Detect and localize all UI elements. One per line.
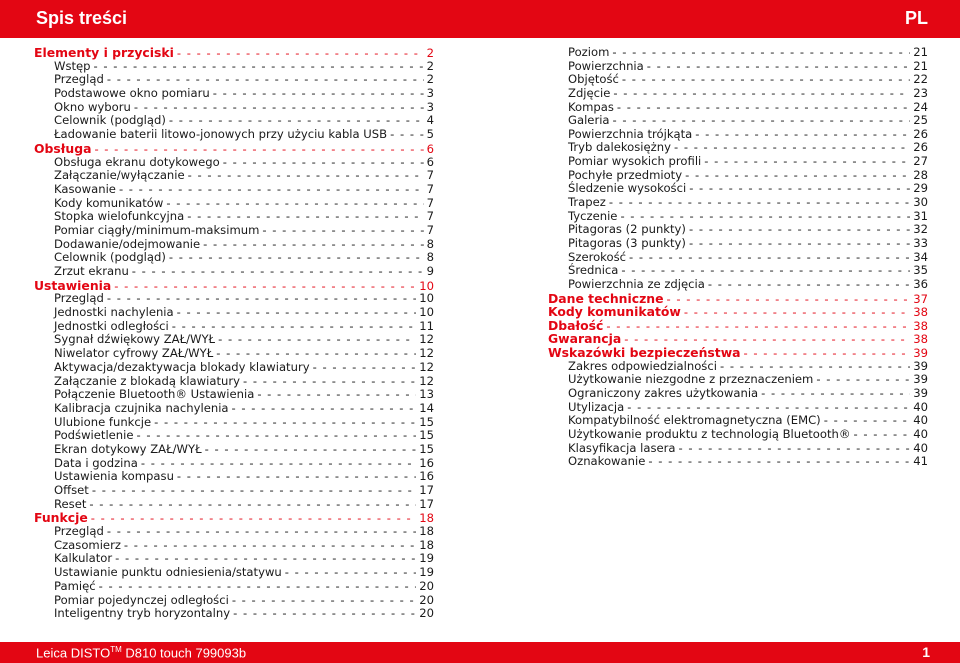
dot-leader (91, 512, 417, 526)
toc-page-number: 7 (426, 168, 434, 183)
dot-leader (107, 73, 424, 87)
toc-entry-title: Zakres odpowiedzialności (568, 358, 717, 373)
dot-leader (704, 155, 910, 169)
toc-page-number: 15 (419, 441, 434, 456)
toc-page-number: 25 (913, 113, 928, 128)
toc-entry-title: Przegląd (54, 72, 104, 87)
dot-leader (679, 442, 911, 456)
toc-entry-link[interactable] (34, 114, 434, 128)
toc-entry-link[interactable] (548, 46, 928, 60)
toc-entry-link[interactable] (548, 264, 928, 278)
toc-entry-title: Ładowanie baterii litowo-jonowych przy użyciu kabla USB (54, 127, 388, 142)
page-number: 1 (922, 644, 930, 660)
toc-entry-link[interactable] (34, 361, 434, 375)
toc-entry-title: Dane techniczne (548, 290, 664, 306)
toc-page-number: 27 (913, 154, 928, 169)
dot-leader (232, 402, 417, 416)
toc-entry-link[interactable] (548, 387, 928, 401)
toc-page-number: 19 (419, 551, 434, 566)
toc-entry-title: Powierzchnia ze zdjęcia (568, 276, 705, 291)
toc-entry-link[interactable] (34, 265, 434, 279)
toc-page-number: 40 (913, 399, 928, 414)
toc-page-number: 32 (913, 222, 928, 237)
toc-page-number: 10 (419, 305, 434, 320)
toc-page-number: 19 (419, 565, 434, 580)
toc-entry-link[interactable] (34, 580, 434, 594)
toc-page-number: 26 (913, 140, 928, 155)
dot-leader (177, 47, 424, 61)
toc-entry-link[interactable] (548, 428, 928, 442)
dot-leader (169, 114, 424, 128)
toc-section-link[interactable] (548, 305, 928, 319)
toc-page-number: 40 (913, 440, 928, 455)
toc-entry-link[interactable] (34, 169, 434, 183)
dot-leader (172, 320, 416, 334)
toc-page-number: 18 (419, 537, 434, 552)
toc-entry-link[interactable] (34, 224, 434, 238)
dot-leader (119, 183, 424, 197)
dot-leader (166, 197, 423, 211)
dot-leader (613, 87, 910, 101)
toc-entry-title: Sygnał dźwiękowy ZAŁ/WYŁ (54, 332, 216, 347)
toc-section-link[interactable] (548, 319, 928, 333)
dot-leader (647, 60, 910, 74)
toc-page-number: 31 (913, 208, 928, 223)
toc-entry-link[interactable] (548, 73, 928, 87)
dot-leader (169, 251, 424, 265)
toc-entry-link[interactable] (34, 238, 434, 252)
toc-page-number: 10 (419, 278, 434, 293)
toc-entry-title: Pamięć (54, 578, 96, 593)
dot-leader (313, 361, 417, 375)
toc-entry-link[interactable] (34, 484, 434, 498)
toc-entry-link[interactable] (34, 292, 434, 306)
toc-entry-link[interactable] (34, 429, 434, 443)
dot-leader (648, 455, 910, 469)
toc-entry-link[interactable] (548, 401, 928, 415)
toc-section-link[interactable] (548, 332, 928, 346)
toc-page-number: 37 (913, 291, 928, 306)
toc-entry-link[interactable] (548, 141, 928, 155)
toc-entry-title: Elementy i przyciski (34, 45, 174, 60)
toc-page-number: 16 (419, 455, 434, 470)
dot-leader (667, 293, 911, 307)
toc-page-number: 18 (419, 511, 434, 526)
dot-leader (115, 552, 416, 566)
toc-entry-title: Jednostki nachylenia (54, 305, 174, 320)
toc-entry-title: Powierzchnia (568, 58, 644, 73)
toc-page-number: 5 (426, 127, 434, 142)
dot-leader (213, 87, 424, 101)
dot-leader (232, 594, 416, 608)
toc-section-link[interactable] (34, 511, 434, 525)
toc-page-number: 7 (426, 181, 434, 196)
toc-page-number: 39 (913, 346, 928, 361)
toc-page-number: 17 (419, 496, 434, 511)
toc-page-number: 29 (913, 181, 928, 196)
toc-page-number: 15 (419, 414, 434, 429)
toc-entry-title: Inteligentny tryb horyzontalny (54, 606, 231, 621)
toc-entry-title: Funkcje (34, 510, 88, 526)
page-header (0, 0, 960, 38)
toc-page-number: 22 (913, 72, 928, 87)
toc-entry-title: Ustawienia (34, 277, 112, 293)
toc-entry-link[interactable] (34, 525, 434, 539)
toc-entry-link[interactable] (548, 414, 928, 428)
toc-entry-title: Szerokość (568, 249, 626, 264)
dot-leader (689, 182, 910, 196)
toc-entry-title: Celownik (podgląd) (54, 250, 166, 265)
page-title: Spis treści (36, 8, 128, 28)
toc-entry-title: Dodawanie/odejmowanie (54, 236, 201, 251)
dot-leader (107, 292, 416, 306)
dot-leader (92, 484, 416, 498)
toc-entry-title: Ekran dotykowy ZAŁ/WYŁ (54, 441, 202, 456)
toc-entry-title: Przegląd (54, 524, 104, 539)
toc-page-number: 3 (426, 99, 434, 114)
toc-entry-link[interactable] (34, 183, 434, 197)
toc-entry-title: Okno wyboru (54, 99, 131, 114)
dot-leader (203, 238, 423, 252)
toc-entry-link[interactable] (34, 552, 434, 566)
dot-leader (94, 60, 424, 74)
toc-entry-title: Niwelator cyfrowy ZAŁ/WYŁ (54, 346, 214, 361)
product-name (36, 645, 246, 660)
toc-entry-link[interactable] (548, 442, 928, 456)
dot-leader (689, 237, 910, 251)
toc-entry-title: Kody komunikatów (548, 304, 681, 320)
toc-entry-title: Pitagoras (2 punkty) (568, 222, 686, 237)
toc-page-number: 2 (426, 72, 434, 87)
toc-page-number: 35 (913, 263, 928, 278)
toc-entry-title: Zrzut ekranu (54, 264, 129, 278)
dot-leader (134, 101, 424, 115)
toc-entry-link[interactable] (548, 278, 928, 292)
toc-entry-link[interactable] (548, 210, 928, 224)
dot-leader (216, 347, 416, 361)
toc-entry-title: Poziom (568, 45, 610, 59)
toc-page-number: 2 (426, 58, 434, 73)
toc-page-number: 38 (913, 318, 928, 333)
dot-leader (141, 457, 416, 471)
toc-entry-link[interactable] (548, 455, 928, 469)
toc-page-number: 30 (913, 195, 928, 210)
toc-entry-link[interactable] (548, 128, 928, 142)
toc-entry-title: Kalkulator (54, 551, 113, 566)
dot-leader (689, 223, 910, 237)
toc-page-number: 34 (913, 249, 928, 264)
toc-page-number: 40 (913, 426, 928, 441)
toc-page-number: 26 (913, 126, 928, 141)
toc-entry-link[interactable] (34, 347, 434, 361)
toc-section-link[interactable] (34, 142, 434, 156)
toc-entry-title: Obsługa (34, 140, 92, 156)
toc-entry-link[interactable] (34, 416, 434, 430)
toc-page-number: 20 (419, 592, 434, 607)
toc-page-number: 20 (419, 606, 434, 621)
toc-section-link[interactable] (548, 346, 928, 360)
toc-page-number: 16 (419, 469, 434, 484)
toc-page-number: 6 (426, 141, 434, 156)
toc-entry-title: Trapez (568, 195, 606, 210)
toc-page-number: 7 (426, 195, 434, 210)
toc-page-number: 12 (419, 346, 434, 361)
dot-leader (612, 46, 910, 60)
toc-entry-title: Aktywacja/dezaktywacja blokady klawiatury (54, 359, 310, 374)
toc-entry-title: Śledzenie wysokości (568, 181, 687, 196)
toc-entry-link[interactable] (548, 223, 928, 237)
toc-entry-link[interactable] (548, 237, 928, 251)
toc-entry-title: Pomiar ciągły/minimum-maksimum (54, 222, 260, 237)
toc-entry-title: Kompatybilność elektromagnetyczna (EMC) (568, 413, 821, 428)
dot-leader (99, 580, 417, 594)
dot-leader (137, 429, 417, 443)
toc-entry-link[interactable] (34, 388, 434, 402)
toc-entry-link[interactable] (548, 360, 928, 374)
toc-page-number: 6 (426, 154, 434, 169)
toc-page-number: 2 (426, 46, 434, 60)
toc-entry-title: Podstawowe okno pomiaru (54, 86, 210, 101)
toc-entry-title: Data i godzina (54, 455, 138, 470)
toc-entry-title: Tryb dalekosiężny (568, 140, 671, 155)
dot-leader (188, 169, 424, 183)
toc-section-link[interactable] (548, 292, 928, 306)
dot-leader (627, 401, 910, 415)
toc-entry-title: Objętość (568, 72, 619, 87)
dot-leader (262, 224, 423, 238)
toc-page-number: 4 (426, 113, 434, 128)
dot-leader (744, 347, 911, 361)
dot-leader (620, 210, 910, 224)
toc-entry-title: Zdjęcie (568, 85, 611, 100)
toc-entry-title: Pomiar wysokich profili (568, 154, 702, 169)
toc-page-number: 15 (419, 428, 434, 443)
toc-page-number: 23 (913, 85, 928, 100)
toc-entry-title: Użytkowanie niezgodne z przeznaczeniem (568, 372, 814, 387)
dot-leader (132, 265, 424, 279)
dot-leader (89, 498, 416, 512)
toc-page-number: 20 (419, 578, 434, 593)
toc-section-link[interactable] (34, 46, 434, 60)
toc-entry-title: Klasyfikacja lasera (568, 440, 676, 455)
toc-entry-title: Kalibracja czujnika nachylenia (54, 400, 229, 415)
toc-entry-title: Średnica (568, 263, 619, 278)
dot-leader (154, 416, 416, 430)
toc-page-number: 38 (913, 332, 928, 347)
toc-entry-link[interactable] (34, 60, 434, 74)
toc-page-number: 21 (913, 58, 928, 73)
toc-page-number: 39 (913, 386, 928, 401)
dot-leader (824, 414, 911, 428)
toc-entry-link[interactable] (548, 196, 928, 210)
dot-leader (685, 169, 910, 183)
toc-entry-link[interactable] (548, 114, 928, 128)
dot-leader (124, 539, 416, 553)
product-brand: Leica DISTO (36, 645, 111, 661)
dot-leader (107, 525, 416, 539)
toc-page-number: 7 (426, 209, 434, 224)
dot-leader (177, 306, 417, 320)
toc-entry-title: Kompas (568, 99, 614, 114)
dot-leader (761, 387, 910, 401)
toc-page-number: 38 (913, 305, 928, 320)
toc-entry-link[interactable] (34, 320, 434, 334)
toc-entry-link[interactable] (34, 539, 434, 553)
toc-entry-title: Wstęp (54, 58, 91, 73)
toc-left-column (34, 46, 434, 621)
toc-right-column (548, 46, 928, 469)
toc-entry-link[interactable] (34, 443, 434, 457)
dot-leader (285, 566, 416, 580)
toc-entry-title: Oznakowanie (568, 454, 646, 469)
toc-page-number: 18 (419, 524, 434, 539)
toc-entry-title: Stopka wielofunkcyjna (54, 209, 185, 224)
toc-entry-link[interactable] (34, 197, 434, 211)
dot-leader (674, 141, 910, 155)
toc-entry-link[interactable] (548, 60, 928, 74)
toc-entry-title: Połączenie Bluetooth® Ustawienia (54, 387, 255, 402)
toc-entry-link[interactable] (34, 375, 434, 389)
toc-entry-title: Pomiar pojedynczej odległości (54, 592, 229, 607)
dot-leader (720, 360, 910, 374)
toc-entry-title: Wskazówki bezpieczeństwa (548, 345, 741, 361)
toc-entry-link[interactable] (34, 457, 434, 471)
toc-page-number: 39 (913, 358, 928, 373)
toc-entry-link[interactable] (34, 594, 434, 608)
toc-page-number: 40 (913, 413, 928, 428)
toc-entry-title: Kasowanie (54, 181, 116, 196)
toc-page-number: 17 (419, 483, 434, 497)
dot-leader (233, 607, 416, 621)
dot-leader (617, 101, 910, 115)
toc-page-number: 41 (913, 454, 928, 469)
toc-page-number: 12 (419, 359, 434, 374)
toc-page-number: 24 (913, 99, 928, 114)
toc-entry-link[interactable] (34, 128, 434, 142)
dot-leader (695, 128, 910, 142)
toc-entry-title: Gwarancja (548, 331, 622, 347)
toc-entry-title: Załączanie z blokadą klawiatury (54, 373, 240, 388)
toc-entry-link[interactable] (548, 182, 928, 196)
toc-entry-title: Reset (54, 496, 87, 511)
toc-entry-link[interactable] (34, 306, 434, 320)
toc-entry-link[interactable] (548, 155, 928, 169)
toc-entry-title: Celownik (podgląd) (54, 113, 166, 128)
language-code: PL (904, 8, 928, 28)
toc-page-number: 11 (419, 318, 434, 333)
dot-leader (816, 373, 910, 387)
toc-page-number: 36 (913, 276, 928, 291)
toc-entry-title: Pitagoras (3 punkty) (568, 235, 686, 250)
toc-page-number: 7 (426, 222, 434, 237)
page-footer (0, 642, 960, 663)
toc-page-number: 12 (419, 373, 434, 388)
toc-entry-title: Ograniczony zakres użytkowania (568, 386, 759, 401)
dot-leader (390, 128, 423, 142)
toc-page-number: 14 (419, 400, 434, 415)
toc-entry-title: Podświetlenie (54, 428, 134, 443)
toc-entry-link[interactable] (34, 402, 434, 416)
toc-entry-title: Pochyłe przedmioty (568, 167, 683, 182)
toc-entry-link[interactable] (34, 470, 434, 484)
dot-leader (218, 333, 416, 347)
toc-page-number: 28 (913, 167, 928, 182)
toc-page-number: 8 (426, 236, 434, 251)
toc-entry-link[interactable] (34, 101, 434, 115)
dot-leader (205, 443, 417, 457)
dot-leader (177, 470, 416, 484)
toc-page-number: 33 (913, 235, 928, 250)
toc-entry-title: Utylizacja (568, 399, 625, 414)
toc-entry-title: Jednostki odległości (54, 318, 169, 333)
dot-leader (609, 196, 910, 210)
toc-entry-title: Offset (54, 483, 89, 497)
dot-leader (187, 210, 423, 224)
toc-entry-title: Przegląd (54, 291, 104, 306)
toc-entry-link[interactable] (34, 566, 434, 580)
toc-entry-link[interactable] (548, 101, 928, 115)
toc-entry-link[interactable] (34, 251, 434, 265)
toc-entry-link[interactable] (34, 210, 434, 224)
dot-leader (606, 320, 910, 334)
dot-leader (243, 375, 416, 389)
dot-leader (708, 278, 910, 292)
toc-page-number: 9 (426, 264, 434, 278)
toc-page-number: 13 (419, 387, 434, 402)
toc-entry-title: Kody komunikatów (54, 195, 164, 210)
toc-entry-link[interactable] (548, 87, 928, 101)
toc-entry-title: Obsługa ekranu dotykowego (54, 154, 220, 169)
dot-leader (257, 388, 416, 402)
toc-entry-title: Tyczenie (568, 208, 618, 223)
dot-leader (622, 73, 910, 87)
dot-leader (629, 251, 910, 265)
toc-entry-link[interactable] (34, 156, 434, 170)
toc-entry-link[interactable] (34, 498, 434, 512)
toc-entry-title: Powierzchnia trójkąta (568, 126, 693, 141)
dot-leader (621, 264, 910, 278)
toc-page-number: 10 (419, 291, 434, 306)
toc-entry-title: Ulubione funkcje (54, 414, 152, 429)
product-model: D810 touch 799093b (121, 645, 247, 661)
toc-entry-link[interactable] (34, 333, 434, 347)
toc-entry-link[interactable] (34, 607, 434, 621)
toc-entry-title: Załączanie/wyłączanie (54, 168, 185, 183)
toc-entry-title: Galeria (568, 113, 610, 128)
trademark-mark: TM (110, 645, 122, 654)
toc-page-number: 8 (426, 250, 434, 265)
dot-leader (114, 280, 416, 294)
toc-section-link[interactable] (34, 279, 434, 293)
toc-entry-title: Dbałość (548, 317, 604, 333)
toc-page-number: 3 (426, 86, 434, 101)
toc-entry-title: Czasomierz (54, 537, 121, 552)
toc-entry-title: Ustawienia kompasu (54, 469, 174, 484)
toc-entry-link[interactable] (548, 373, 928, 387)
toc-page-number: 39 (913, 372, 928, 387)
toc-entry-link[interactable] (34, 87, 434, 101)
dot-leader (613, 114, 911, 128)
toc-page-number: 12 (419, 332, 434, 347)
dot-leader (684, 306, 910, 320)
toc-entry-title: Ustawianie punktu odniesienia/statywu (54, 565, 282, 580)
dot-leader (853, 428, 910, 442)
toc-entry-title: Użytkowanie produktu z technologią Bluetooth® (568, 426, 851, 441)
toc-entry-link[interactable] (34, 73, 434, 87)
dot-leader (223, 156, 424, 170)
toc-page-number: 21 (913, 45, 928, 59)
